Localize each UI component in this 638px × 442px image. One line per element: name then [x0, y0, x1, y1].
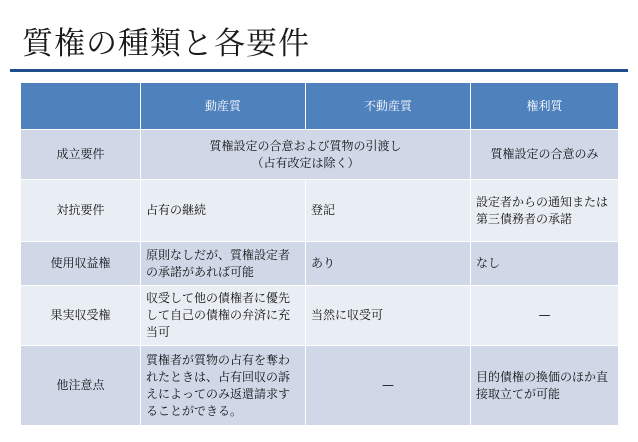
cell-formation-movable-realestate: 質権設定の合意および質物の引渡し （占有改定は除く） — [141, 130, 471, 180]
row-label-perfection: 対抗要件 — [21, 180, 141, 242]
header-rights-pledge: 権利質 — [471, 83, 619, 130]
table-header-row — [21, 83, 619, 130]
header-corner — [21, 83, 141, 130]
header-real-estate-pledge: 不動産質 — [306, 83, 471, 130]
cell-use-profit-realestate: あり — [306, 242, 471, 286]
title-divider — [10, 69, 628, 72]
page-title: 質権の種類と各要件 — [22, 26, 310, 62]
cell-notes-realestate: — — [306, 346, 471, 426]
cell-notes-rights: 目的債権の換価のほか直接取立てが可能 — [471, 346, 619, 426]
table-row — [21, 130, 619, 180]
cell-notes-movable: 質権者が質物の占有を奪われたときは、占有回収の訴えによってのみ返還請求することができる。 — [141, 346, 306, 426]
cell-fruits-realestate: 当然に収受可 — [306, 286, 471, 346]
cell-use-profit-rights: なし — [471, 242, 619, 286]
cell-fruits-rights: — — [471, 286, 619, 346]
row-label-other-notes: 他注意点 — [21, 346, 141, 426]
row-label-fruits: 果実収受権 — [21, 286, 141, 346]
table-row — [21, 346, 619, 426]
table-row — [21, 286, 619, 346]
cell-formation-rights: 質権設定の合意のみ — [471, 130, 619, 180]
cell-use-profit-movable: 原則なしだが、質権設定者の承諾があれば可能 — [141, 242, 306, 286]
table-row — [21, 180, 619, 242]
cell-fruits-movable: 収受して他の債権者に優先して自己の債権の弁済に充当可 — [141, 286, 306, 346]
row-label-formation: 成立要件 — [21, 130, 141, 180]
row-label-use-profit: 使用収益権 — [21, 242, 141, 286]
cell-perfection-rights: 設定者からの通知または第三債務者の承諾 — [471, 180, 619, 242]
cell-perfection-movable: 占有の継続 — [141, 180, 306, 242]
table-row — [21, 242, 619, 286]
cell-perfection-realestate: 登記 — [306, 180, 471, 242]
pledge-requirements-table — [20, 82, 619, 426]
header-movable-pledge: 動産質 — [141, 83, 306, 130]
